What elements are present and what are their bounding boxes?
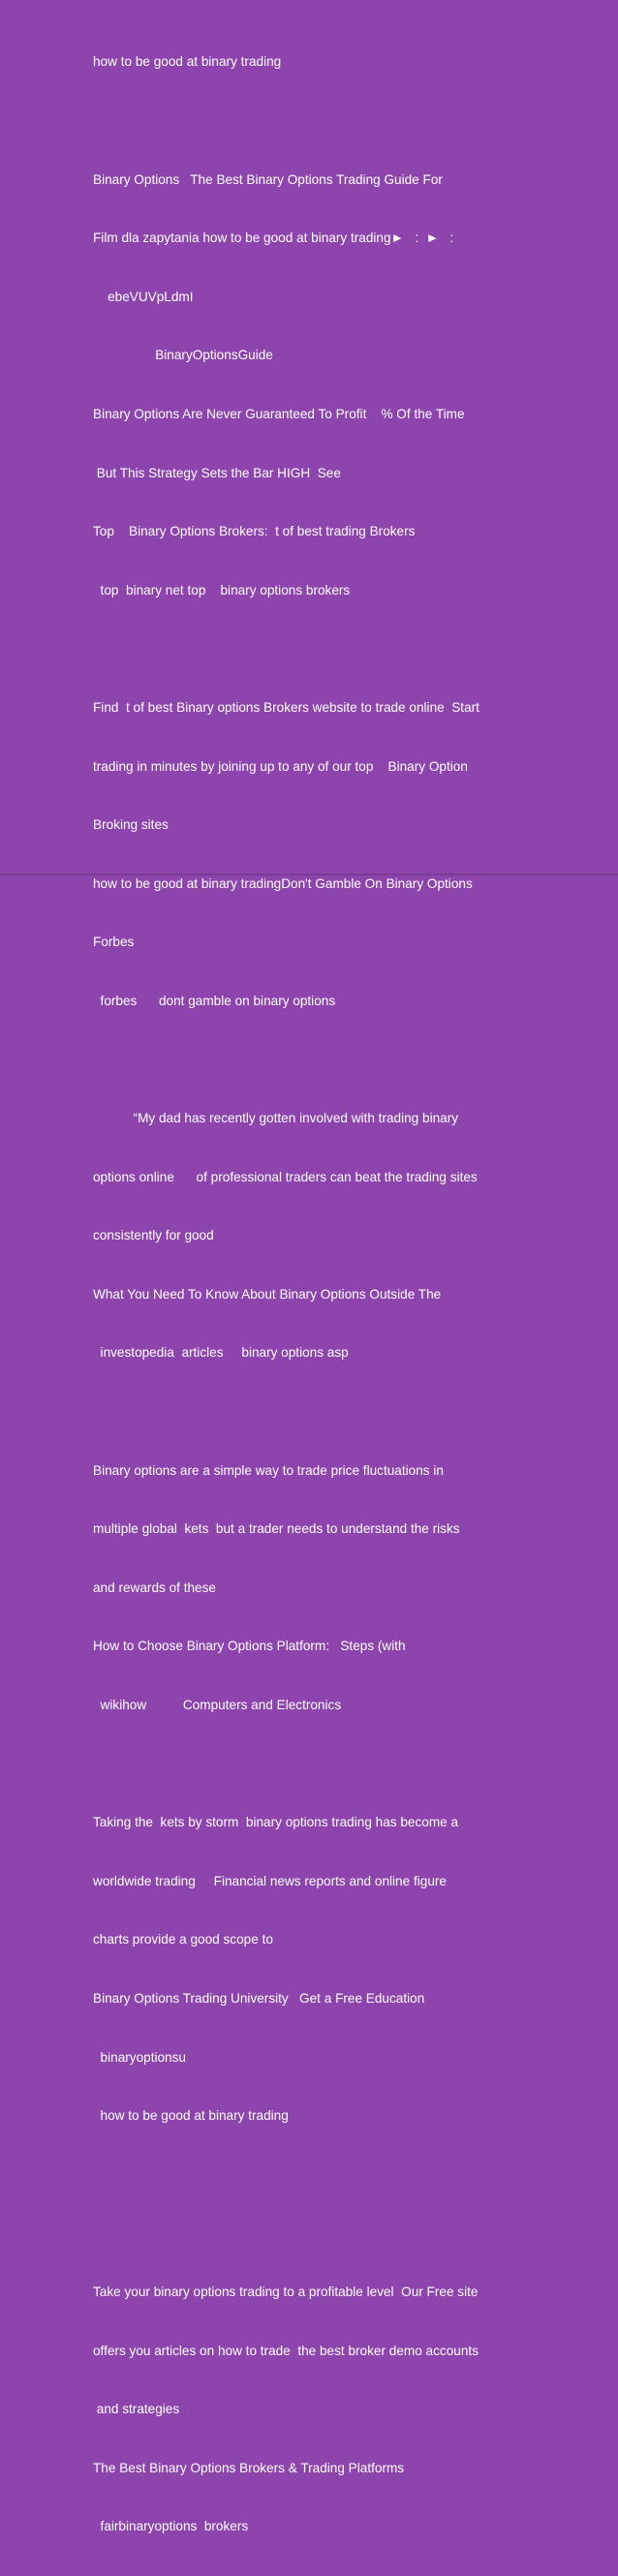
text-line: Taking the kets by storm binary options trading has become a [93,1815,459,1830]
url-line: binaryoptionsu [93,2049,186,2065]
url-line: BinaryOptionsGuide [93,348,273,363]
url-line: wikihow Computers and Electronics [93,1698,342,1713]
text-line: offers you articles on how to trade the best broker demo accounts [93,2343,479,2358]
text-line: Film dla zapytania how to be good at binary trading► : ► : [93,230,454,246]
result-title: Binary Options The Best Binary Options Trading Guide For [93,171,443,187]
text-line: and strategies [93,2402,180,2417]
blank-line [93,2165,519,2185]
result-title: What You Need To Know About Binary Options Outside The [93,1286,442,1302]
result-title: The Best Binary Options Brokers & Trading Platforms [93,2460,405,2475]
title-line: how to be good at binary trading [93,54,282,70]
result-title: How to Choose Binary Options Platform: Steps (with [93,1639,406,1654]
result-title: Top Binary Options Brokers: t of best trading Brokers [93,524,416,539]
text-line: Find t of best Binary options Brokers website to trade online Start [93,699,479,715]
text-line: consistently for good [93,1228,214,1243]
text-line: Broking sites [93,817,169,833]
blank-line [93,2223,519,2243]
text-line: But This Strategy Sets the Bar HIGH See [93,465,341,480]
text-line: Take your binary options trading to a profitable level Our Free site [93,2284,479,2299]
url-line: top binary net top binary options brokers [93,582,351,598]
blank-line [93,1755,519,1774]
url-line: forbes dont gamble on binary options [93,993,336,1008]
blank-line [93,1402,519,1422]
text-line: multiple global kets but a trader needs to understand the risks [93,1521,460,1537]
text-line: worldwide trading Financial news reports and online figure [93,1873,447,1888]
text-line: Binary options are a simple way to trade price fluctuations in [93,1462,444,1478]
blank-line [93,1051,519,1070]
text-line: and rewards of these [93,1579,216,1595]
text-line: Forbes [93,935,135,950]
result-title: Binary Options Trading University Get a Free Education [93,1991,425,2006]
text-line: options online of professional traders can beat the trading sites [93,1169,478,1184]
url-line: fairbinaryoptions brokers [93,2519,249,2534]
result-title: Binary Options Are Never Guaranteed To Profit % Of the Time [93,406,465,421]
text-line: how to be good at binary trading [93,2108,289,2124]
result-title: how to be good at binary tradingDon't Gamble On Binary Options [93,875,473,891]
document-text [93,14,519,2576]
text-line: trading in minutes by joining up to any of our top Binary Option [93,758,468,774]
url-line: investopedia articles binary options asp [93,1345,349,1361]
blank-line [93,111,519,131]
url-line: ebeVUVpLdmI [93,289,194,304]
text-line: “My dad has recently gotten involved with trading binary [93,1111,459,1126]
text-line: charts provide a good scope to [93,1932,273,1947]
blank-line [93,639,519,659]
